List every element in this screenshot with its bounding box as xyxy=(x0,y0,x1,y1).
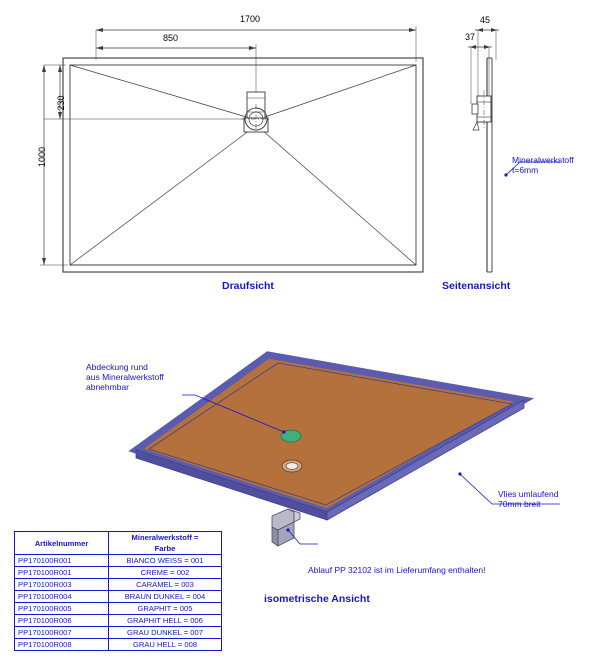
side-drain-outlet xyxy=(472,104,478,114)
dim-text-37: 37 xyxy=(465,32,476,42)
table-cell-sku: PP170100R003 xyxy=(15,579,109,591)
dim-arrow-230-t xyxy=(58,65,62,72)
annotation-material-side xyxy=(512,156,574,176)
annotation-cover xyxy=(86,363,164,392)
annotation-fleece xyxy=(498,490,558,510)
dim-text-45: 45 xyxy=(480,15,491,25)
dim-arrow-850-l xyxy=(96,46,103,50)
side-drain-body xyxy=(477,96,491,122)
table-cell-color: GRAPHIT HELL = 006 xyxy=(109,615,222,627)
table-row xyxy=(15,639,222,651)
dim-arrow-1700-l xyxy=(96,28,103,32)
annotation-cover-line1: Abdeckung rund xyxy=(86,362,148,372)
annotation-fleece-line1: Vlies umlaufend xyxy=(498,489,559,499)
iso-tray-inner-face xyxy=(149,363,512,505)
table-cell-color: GRAU DUNKEL = 007 xyxy=(109,627,222,639)
dim-arrow-850-r xyxy=(249,46,256,50)
side-drain-taper xyxy=(473,122,479,130)
table-cell-color: GRAPHIT = 005 xyxy=(109,603,222,615)
table-header-sku: Artikelnummer xyxy=(15,532,109,555)
article-number-table xyxy=(14,531,222,651)
table-cell-sku: PP170100R001 xyxy=(15,567,109,579)
dim-text-230: 230 xyxy=(56,95,66,111)
table-cell-sku: PP170100R004 xyxy=(15,591,109,603)
annotation-cover-line3: abnehmbar xyxy=(86,381,130,392)
iso-drain-pipe-side xyxy=(272,527,278,546)
table-cell-color: CREME = 002 xyxy=(109,567,222,579)
tray-inner-outline-top xyxy=(70,65,416,265)
iso-drain-assembly xyxy=(272,509,300,546)
table-row xyxy=(15,603,222,615)
dim-text-1700: 1700 xyxy=(240,14,261,24)
table-cell-sku: PP170100R005 xyxy=(15,603,109,615)
annotation-drain: Ablauf PP 32102 ist im Lieferumfang enthalten! xyxy=(308,565,486,575)
view-title-iso: isometrische Ansicht xyxy=(264,593,370,605)
dim-arrow-1700-r xyxy=(409,28,416,32)
table-body xyxy=(15,555,222,651)
leader-dot-fleece xyxy=(458,472,461,475)
dim-arrow-1000-b xyxy=(42,258,46,265)
table-row xyxy=(15,555,222,567)
annotation-cover-line2: aus Mineralwerkstoff xyxy=(86,371,164,382)
leader-dot-drain xyxy=(286,528,289,531)
slope-line-tr xyxy=(262,65,416,118)
slope-line-bl xyxy=(70,130,250,265)
top-view-drawing xyxy=(0,0,601,330)
table-cell-color: BIANCO WEISS = 001 xyxy=(109,555,222,567)
table-cell-color: GRAU HELL = 008 xyxy=(109,639,222,651)
dim-text-1000: 1000 xyxy=(37,146,47,168)
table-header-color-line2: Farbe xyxy=(154,544,176,553)
table-header-color-line1: Mineralwerkstoff = xyxy=(131,533,199,542)
annotation-fleece-line2: 70mm breit xyxy=(498,498,541,509)
table-row xyxy=(15,591,222,603)
annotation-material-side-line2: t=6mm xyxy=(512,164,539,175)
table-header-row xyxy=(15,532,222,555)
view-title-side: Seitenansicht xyxy=(442,280,511,292)
table-header-color xyxy=(109,532,222,555)
table-cell-color: CARAMEL = 003 xyxy=(109,579,222,591)
slope-line-tl xyxy=(70,65,250,118)
view-title-top: Draufsicht xyxy=(222,280,274,292)
annotation-material-side-line1: Mineralwerkstoff xyxy=(512,155,574,165)
table-cell-sku: PP170100R008 xyxy=(15,639,109,651)
leader-dot-material-side xyxy=(504,173,507,176)
table-cell-sku: PP170100R001 xyxy=(15,555,109,567)
tray-outline-top xyxy=(63,58,423,272)
table-cell-color: BRAUN DUNKEL = 004 xyxy=(109,591,222,603)
table-row xyxy=(15,579,222,591)
table-cell-sku: PP170100R006 xyxy=(15,615,109,627)
leader-dot-cover xyxy=(282,430,285,433)
iso-drain-hole-inner xyxy=(286,463,298,470)
table-cell-sku: PP170100R007 xyxy=(15,627,109,639)
slope-line-br xyxy=(262,130,416,265)
dim-text-850: 850 xyxy=(163,33,179,43)
table-row xyxy=(15,567,222,579)
table-row xyxy=(15,627,222,639)
dim-arrow-1000-t xyxy=(42,65,46,72)
table-row xyxy=(15,615,222,627)
